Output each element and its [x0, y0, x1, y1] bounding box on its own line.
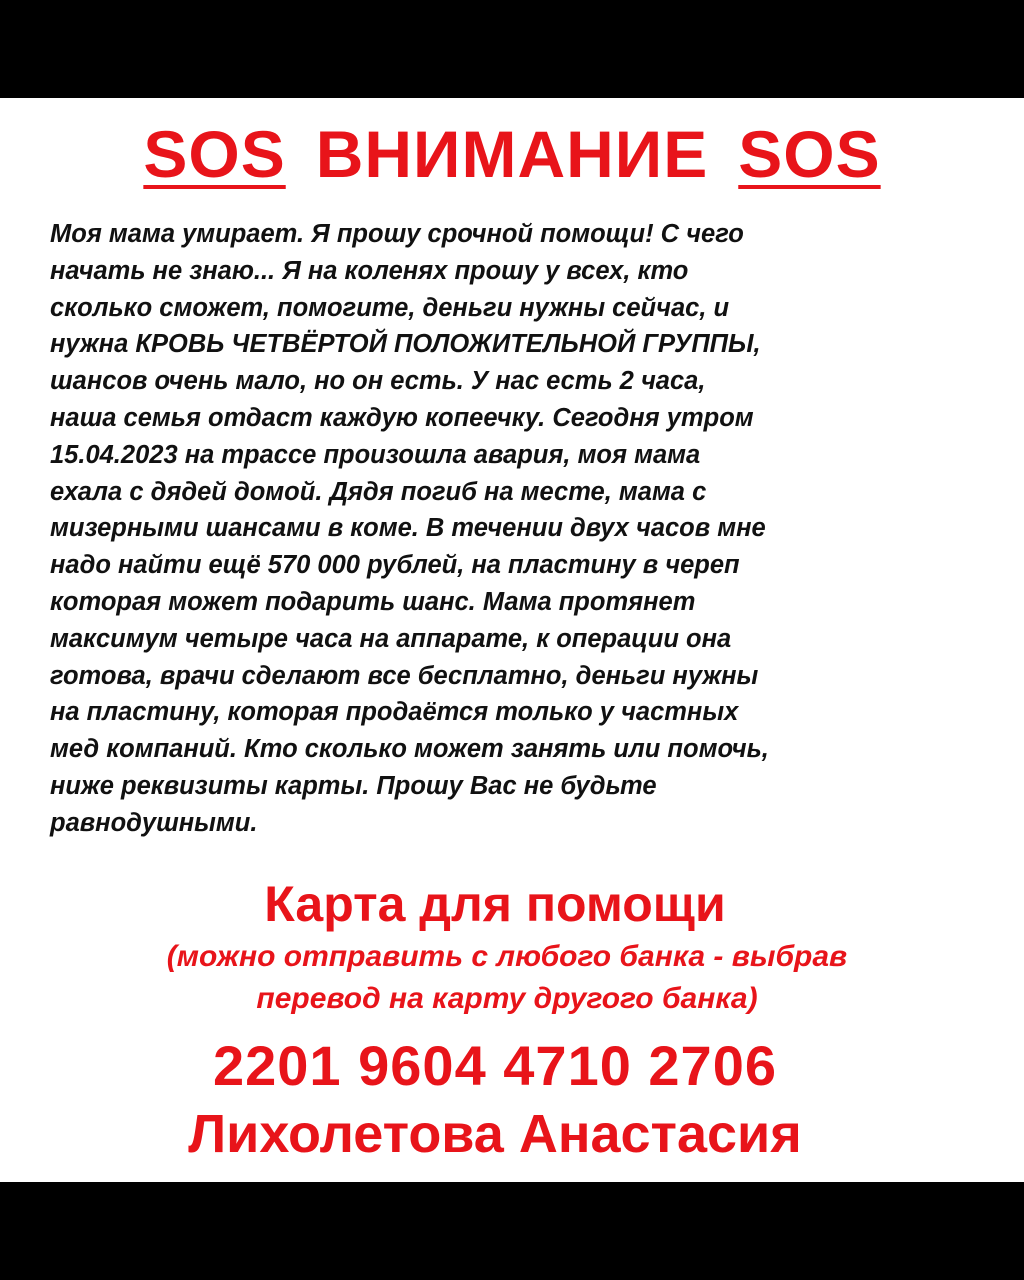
card-title: Карта для помощи: [264, 876, 726, 932]
bottom-black-bar: [0, 1182, 1024, 1280]
card-number: 2201 9604 4710 2706: [213, 1034, 777, 1097]
headline-attention: ВНИМАНИЕ: [315, 117, 709, 191]
poster-sheet: [0, 98, 1024, 1182]
card-note: (можно отправить с любого банка - выбрав перевод на карту другого банка): [166, 940, 848, 1015]
headline-sos-right: SOS: [738, 117, 881, 191]
card-holder-name: Лихолетова Анастасия: [188, 1104, 802, 1164]
top-black-bar: [0, 0, 1024, 98]
appeal-text: Моя мама умирает. Я прошу срочной помощи! С чего начать не знаю... Я на коленях прошу у всех, кто сколько сможет, помогите, деньги нужны сейчас, и нужна КРОВЬ ЧЕТВЁРТОЙ ПОЛОЖИТЕЛЬНОЙ ГРУППЫ, шансов очень мало, но он есть. У нас есть 2 часа, наша семья отдаст каждую копеечку. Сегодня утром 15.04.2023 на трассе произошла авария, моя мама ехала с дядей домой. Дядя погиб на месте, мама с мизерными шансами в коме. В течении двух часов мне надо найти ещё 570 000 рублей, на пластину в череп которая может подарить шанс. Мама протянет максимум четыре часа на аппарате, к операции она готова, врачи сделают все бесплатно, деньги нужны на пластину, которая продаётся только у частных мед компаний. Кто сколько может занять или помочь, ниже реквизиты карты. Прошу Вас не будьте равнодушными.: [50, 220, 769, 837]
headline: [0, 118, 1024, 190]
headline-sos-left: SOS: [143, 117, 286, 191]
